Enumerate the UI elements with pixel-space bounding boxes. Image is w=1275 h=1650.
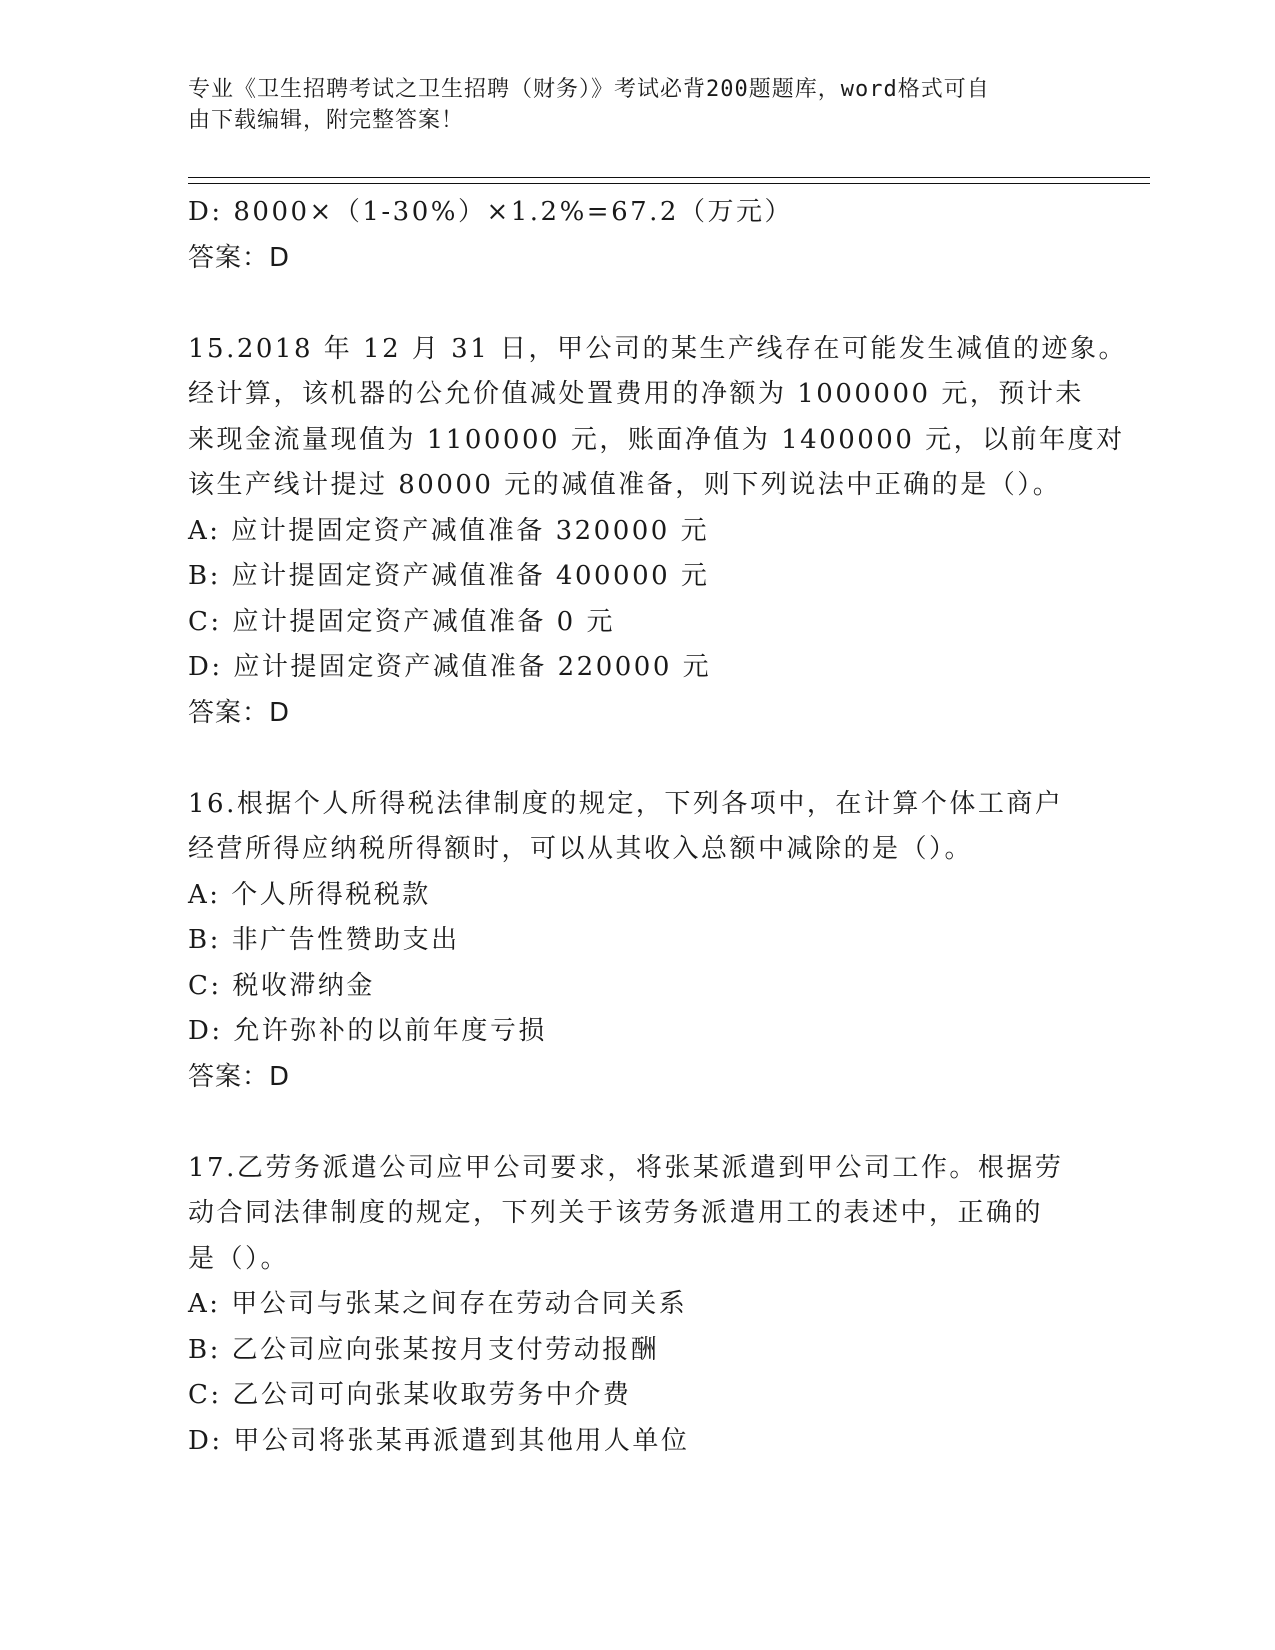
question-17-stem-line: 17.乙劳务派遣公司应甲公司要求，将张某派遣到甲公司工作。根据劳 — [188, 1152, 1064, 1183]
question-15 — [188, 327, 1128, 737]
question-15-option-a: A: 应计提固定资产减值准备 320000 元 — [188, 515, 710, 546]
question-17-stem-line: 是（）。 — [188, 1243, 290, 1274]
question-15-answer: 答案：D — [188, 697, 291, 728]
header-line-2: 由下载编辑，附完整答案！ — [188, 108, 465, 133]
spacer — [188, 736, 1088, 782]
question-17-option-c: C: 乙公司可向张某收取劳务中介费 — [188, 1380, 632, 1410]
previous-option-d: D: 8000×（1-30%）×1.2%=67.2（万元） — [188, 197, 793, 227]
question-15-stem-line: 15.2018 年 12 月 31 日，甲公司的某生产线存在可能发生减值的迹象。 — [188, 333, 1128, 364]
question-17-option-a: A: 甲公司与张某之间存在劳动合同关系 — [188, 1289, 688, 1319]
question-16-option-d: D: 允许弥补的以前年度亏损 — [188, 1016, 547, 1046]
question-15-stem-line: 来现金流量现值为 1100000 元，账面净值为 1400000 元，以前年度对 — [188, 424, 1125, 455]
question-16-stem-line: 经营所得应纳税所得额时，可以从其收入总额中减除的是（）。 — [188, 834, 974, 864]
question-15-option-c: C: 应计提固定资产减值准备 0 元 — [188, 606, 615, 637]
previous-answer: 答案：D — [188, 242, 291, 273]
question-17-option-b: B: 乙公司应向张某按月支付劳动报酬 — [188, 1334, 660, 1365]
question-15-stem-line: 经计算，该机器的公允价值减处置费用的净额为 1000000 元，预计未 — [188, 379, 1084, 409]
document-header — [188, 74, 1088, 136]
question-17 — [188, 1146, 1088, 1465]
question-17-stem-line: 动合同法律制度的规定，下列关于该劳务派遣用工的表述中，正确的 — [188, 1198, 1044, 1228]
question-16-stem-line: 16.根据个人所得税法律制度的规定，下列各项中，在计算个体工商户 — [188, 788, 1064, 819]
header-divider-top — [188, 177, 1150, 178]
header-divider-bottom — [188, 183, 1150, 184]
question-16-option-b: B: 非广告性赞助支出 — [188, 925, 460, 955]
header-line-1: 专业《卫生招聘考试之卫生招聘（财务）》考试必背200题题库，word格式可自 — [188, 77, 990, 102]
question-16-answer: 答案：D — [188, 1061, 291, 1092]
question-16 — [188, 782, 1088, 1101]
document-body — [188, 190, 1128, 1464]
spacer — [188, 1100, 1088, 1146]
question-16-option-c: C: 税收滞纳金 — [188, 970, 375, 1001]
question-17-option-d: D: 甲公司将张某再派遣到其他用人单位 — [188, 1425, 690, 1456]
spacer — [188, 281, 1088, 327]
question-16-option-a: A: 个人所得税税款 — [188, 879, 431, 910]
question-15-option-b: B: 应计提固定资产减值准备 400000 元 — [188, 561, 710, 591]
question-15-stem-line: 该生产线计提过 80000 元的减值准备，则下列说法中正确的是（）。 — [188, 470, 1062, 500]
question-15-option-d: D: 应计提固定资产减值准备 220000 元 — [188, 652, 712, 682]
